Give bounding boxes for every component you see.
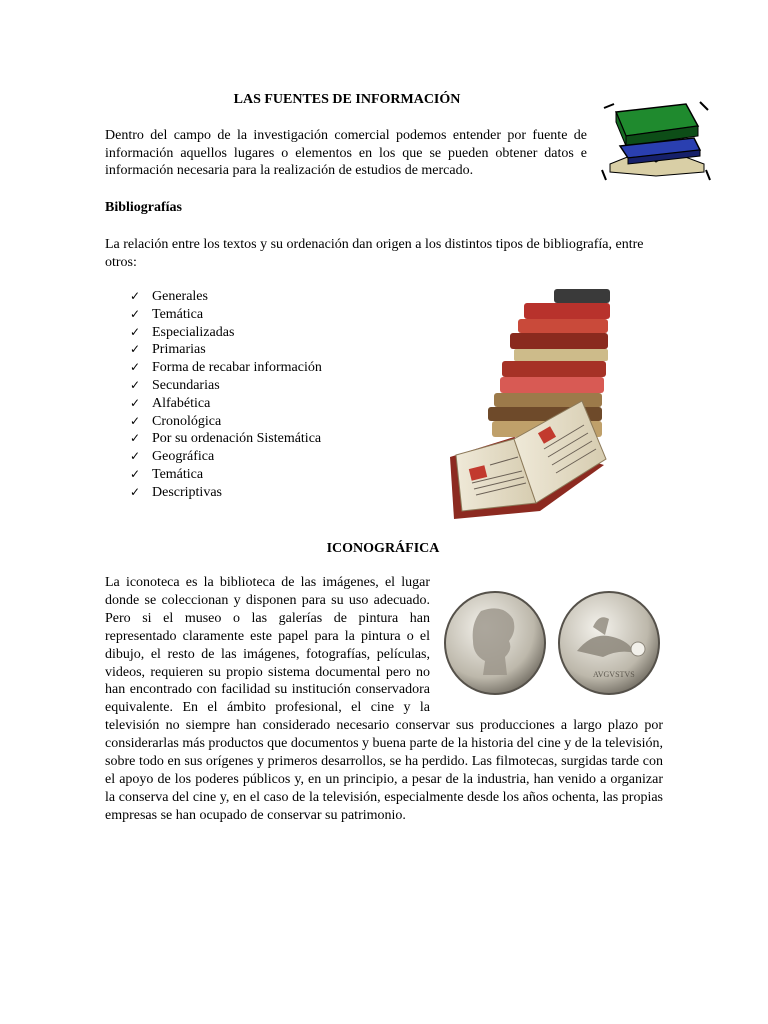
iconografica-heading: ICONOGRÁFICA xyxy=(326,541,440,556)
list-item: ✓ Descriptivas xyxy=(130,484,222,500)
list-item: ✓ Por su ordenación Sistemática xyxy=(130,431,322,447)
intro-paragraph: Dentro del campo de la investigación comercial podemos entender por fuente de información aquellos lugares o elementos en los que se pueden obtener datos e información necesaria para la realización de estudios de mercado. xyxy=(105,128,587,178)
checkmark-icon: ✓ xyxy=(130,395,141,410)
list-item: ✓ Alfabética xyxy=(130,395,211,411)
checkmark-icon: ✓ xyxy=(130,484,141,499)
roman-coins-image xyxy=(443,591,661,695)
bibliografias-paragraph: La relación entre los textos y su ordenación dan origen a los distintos tipos de bibliografía, entre otros: xyxy=(105,237,644,270)
list-item: ✓ Temática xyxy=(130,306,204,322)
checkmark-icon: ✓ xyxy=(130,324,141,339)
list-item: ✓ Forma de recabar información xyxy=(130,360,322,376)
checkmark-icon: ✓ xyxy=(130,289,141,303)
list-item: ✓ Temática xyxy=(130,466,204,482)
list-item: ✓ Cronológica xyxy=(130,413,222,429)
checkmark-icon: ✓ xyxy=(130,360,141,375)
bibliografias-heading: Bibliografías xyxy=(105,200,183,215)
iconografica-paragraph: La iconoteca es la biblioteca de las imágenes, el lugar donde se coleccionan y disponen para su uso adecuado. Pero si el museo o las galerías de pintura han representado claramente este papel para la pintura o el dibujo, el resto de las imágenes, fotografías, películas, videos, requieren su propio sistema documental pero no han encontrado con facilidad su institución conservadora equivalente. En el ámbito profesional, el cine y la televisión no siempre han considerado necesario conservar sus producciones a largo plazo por considerarlas más productos que documentos y buena parte de la historia del cine y de la televisión, sobre todo en sus orígenes y primeros desarrollos, se ha perdido. Las filmotecas, surgidas tarde con el apoyo de los poderes públicos y, en un principio, a pesar de la industria, han venido a organizar la conserva del cine y, en el caso de la televisión, especialmente desde los años ochenta, las propias empresas se han ocupado de conservar su patrimonio. xyxy=(105,575,663,823)
list-item: ✓ Especializadas xyxy=(130,324,235,340)
list-item: ✓ Generales xyxy=(130,289,208,304)
list-item: ✓ Geográfica xyxy=(130,449,215,465)
checkmark-icon: ✓ xyxy=(130,306,141,321)
coin-inscription: AVGVSTVS xyxy=(593,670,635,679)
checkmark-icon: ✓ xyxy=(130,449,141,464)
list-item: ✓ Primarias xyxy=(130,342,206,358)
checkmark-icon: ✓ xyxy=(130,413,141,428)
checkmark-icon: ✓ xyxy=(130,342,141,357)
page-title: LAS FUENTES DE INFORMACIÓN xyxy=(233,92,461,107)
checkmark-icon: ✓ xyxy=(130,431,141,446)
checkmark-icon: ✓ xyxy=(130,466,141,481)
checkmark-icon: ✓ xyxy=(130,377,141,392)
bibliography-types-list xyxy=(130,288,322,502)
stacked-books-image xyxy=(444,289,614,521)
list-item: ✓ Secundarias xyxy=(130,377,220,393)
books-clipart-icon xyxy=(600,100,712,182)
